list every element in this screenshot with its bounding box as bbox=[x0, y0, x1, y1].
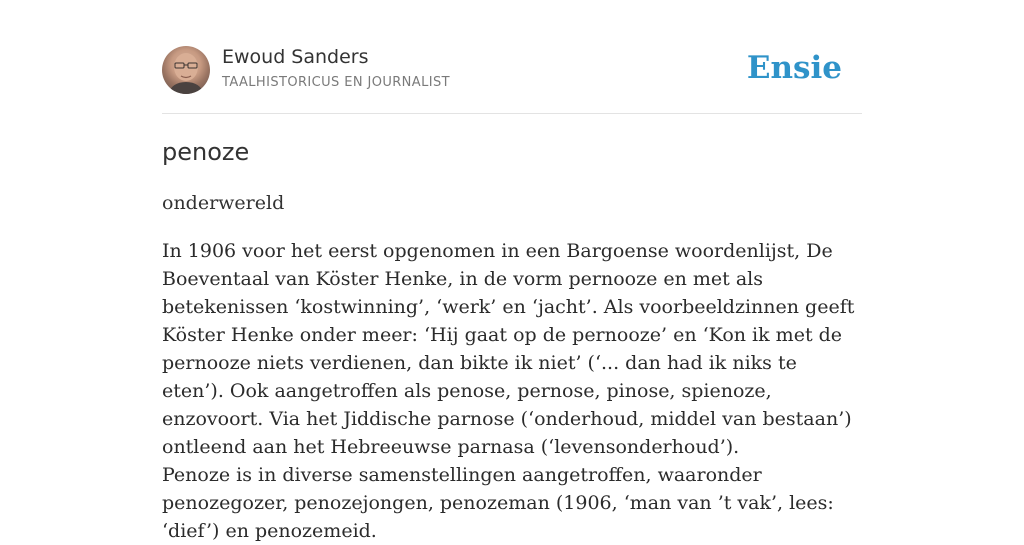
entry-paragraph: In 1906 voor het eerst opgenomen in een Bargoense woordenlijst, De Boeventaal van Köster Henke, in de vorm pernooze en met als betekenissen ‘kostwinning’, ‘werk’ en ‘jacht’. Als voorbeeldzinnen geeft Köster Henke onder meer: ‘Hij gaat op de pernooze’ en ‘Kon ik met de pernooze niets verdienen, dan bikte ik niet’ (‘... dan had ik niks te eten’). Ook aangetroffen als penose, pernose, pinose, spienoze, enzovoort. Via het Jiddische parnose (‘onderhoud, middel van bestaan’) ontleend aan het Hebreeuwse parnasa (‘levensonderhoud’). bbox=[162, 240, 855, 458]
author-role: TAALHISTORICUS EN JOURNALIST bbox=[222, 75, 450, 90]
entry-definition: onderwereld bbox=[162, 192, 285, 214]
avatar-image bbox=[162, 46, 210, 94]
author-avatar[interactable] bbox=[162, 46, 210, 94]
header bbox=[162, 0, 862, 114]
entry-title: penoze bbox=[162, 138, 250, 166]
entry-card bbox=[162, 0, 862, 542]
author-name[interactable]: Ewoud Sanders bbox=[222, 46, 369, 68]
brand-logo[interactable]: Ensie bbox=[746, 50, 842, 86]
entry-paragraph: Penoze is in diverse samenstellingen aangetroffen, waaronder penozegozer, penozejongen, penozeman (1906, ‘man van ’t vak’, lees: ‘dief’) en penozemeid. bbox=[162, 464, 834, 542]
